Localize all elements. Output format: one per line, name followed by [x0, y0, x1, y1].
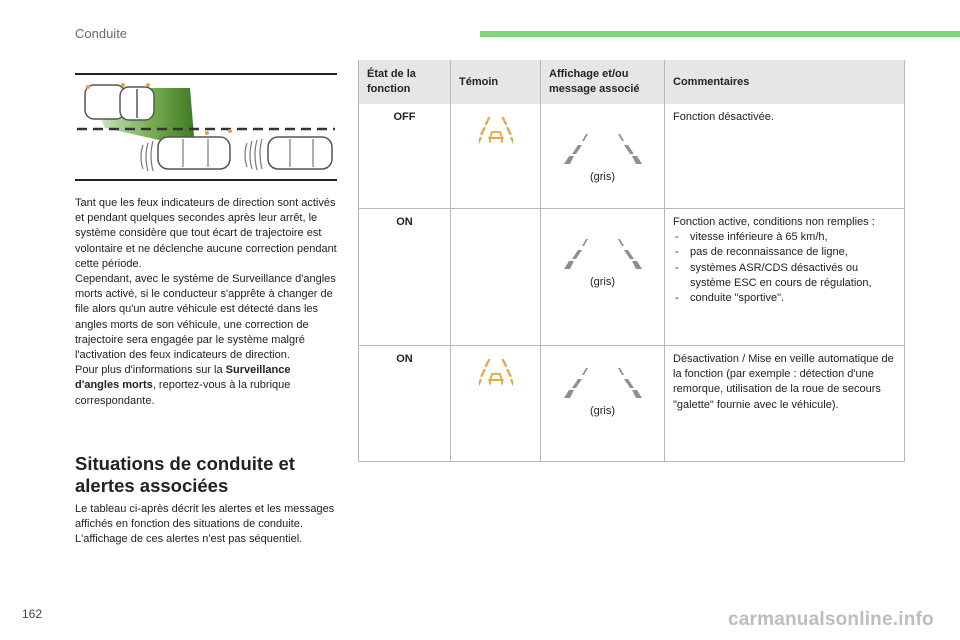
blind-spot-illustration — [75, 73, 337, 181]
display-note: (gris) — [589, 276, 616, 288]
section-header-title: Conduite — [75, 26, 128, 41]
list-item: - pas de reconnaissance de ligne, — [673, 245, 896, 260]
body-text-3-suffix: , reportez-vous à la rubrique correspondante. — [75, 379, 291, 407]
state-cell: OFF — [359, 104, 451, 209]
list-item: - conduite "sportive". — [673, 291, 896, 306]
body-text-2: Cependant, avec le système de Surveillance d'angles morts activé, si le conducteur s'apprête à changer de file alors qu'un autre véhicule est détecté dans les angles morts de son véhicule, une correction de trajectoire sera engagée par le système malgré l'activation des feux indicateurs de direction. — [75, 273, 336, 362]
comment-cell: Fonction désactivée. — [665, 104, 905, 209]
turn-signal-icon — [205, 131, 209, 135]
body-text-3-bold: Surveillance d'angles morts — [75, 364, 291, 392]
watermark: carmanualsonline.info — [728, 609, 934, 630]
lane-lines-icon — [558, 366, 648, 398]
intro-text-1: Le tableau ci-après décrit les alertes et les messages affichés en fonction des situations de conduite. — [75, 503, 335, 531]
col-header-indicator: Témoin — [451, 60, 541, 104]
lane-lines-icon — [558, 237, 648, 269]
turn-signal-icon — [86, 85, 90, 89]
table-row — [359, 346, 905, 462]
state-cell: ON — [359, 346, 451, 462]
alerts-table — [358, 60, 905, 462]
display-cell — [541, 346, 665, 462]
lane-warning-icon — [479, 114, 513, 148]
comment-cell — [665, 209, 905, 346]
indicator-cell — [451, 346, 541, 462]
body-text-3-prefix: Pour plus d'informations sur la — [75, 364, 226, 377]
list-item: - systèmes ASR/CDS désactivés ou système ESC en cours de régulation, — [673, 261, 896, 291]
display-note: (gris) — [589, 171, 616, 183]
lane-warning-icon — [479, 356, 513, 390]
page-number: 162 — [22, 607, 43, 621]
state-cell: ON — [359, 209, 451, 346]
turn-signal-icon — [228, 129, 232, 133]
indicator-cell — [451, 104, 541, 209]
intro-text-2: L'affichage de ces alertes n'est pas séquentiel. — [75, 533, 303, 546]
conditions-list — [673, 230, 896, 306]
display-cell — [541, 209, 665, 346]
col-header-comments: Commentaires — [665, 60, 905, 104]
section-title: Situations de conduite et alertes associées — [75, 453, 295, 496]
display-note: (gris) — [589, 405, 616, 417]
car-top-left — [85, 85, 154, 120]
header-accent-bar — [480, 31, 960, 37]
comment-intro: Fonction active, conditions non remplies : — [673, 216, 875, 228]
car-motion-middle — [141, 137, 230, 171]
turn-signal-icon — [146, 83, 150, 87]
indicator-cell — [451, 209, 541, 346]
body-text-1: Tant que les feux indicateurs de direction sont activés et pendant quelques secondes après leur arrêt, le système considère que tout écart de trajectoire est volontaire et ne déclenche aucune correction pendant cette période. — [75, 197, 337, 270]
comment-cell: Désactivation / Mise en veille automatique de la fonction (par exemple : détection d'une remorque, utilisation de la roue de secours "galette" fournie avec le véhicule). — [665, 346, 905, 462]
section-intro — [75, 502, 337, 548]
col-header-state: État de la fonction — [359, 60, 451, 104]
car-motion-right — [245, 137, 332, 170]
list-item: - vitesse inférieure à 65 km/h, — [673, 230, 896, 245]
table-header-row — [359, 60, 905, 104]
display-cell — [541, 104, 665, 209]
turn-signal-icon — [121, 83, 125, 87]
body-paragraph — [75, 196, 337, 409]
col-header-display: Affichage et/ou message associé — [541, 60, 665, 104]
table-row — [359, 209, 905, 346]
lane-lines-icon — [558, 132, 648, 164]
table-row — [359, 104, 905, 209]
